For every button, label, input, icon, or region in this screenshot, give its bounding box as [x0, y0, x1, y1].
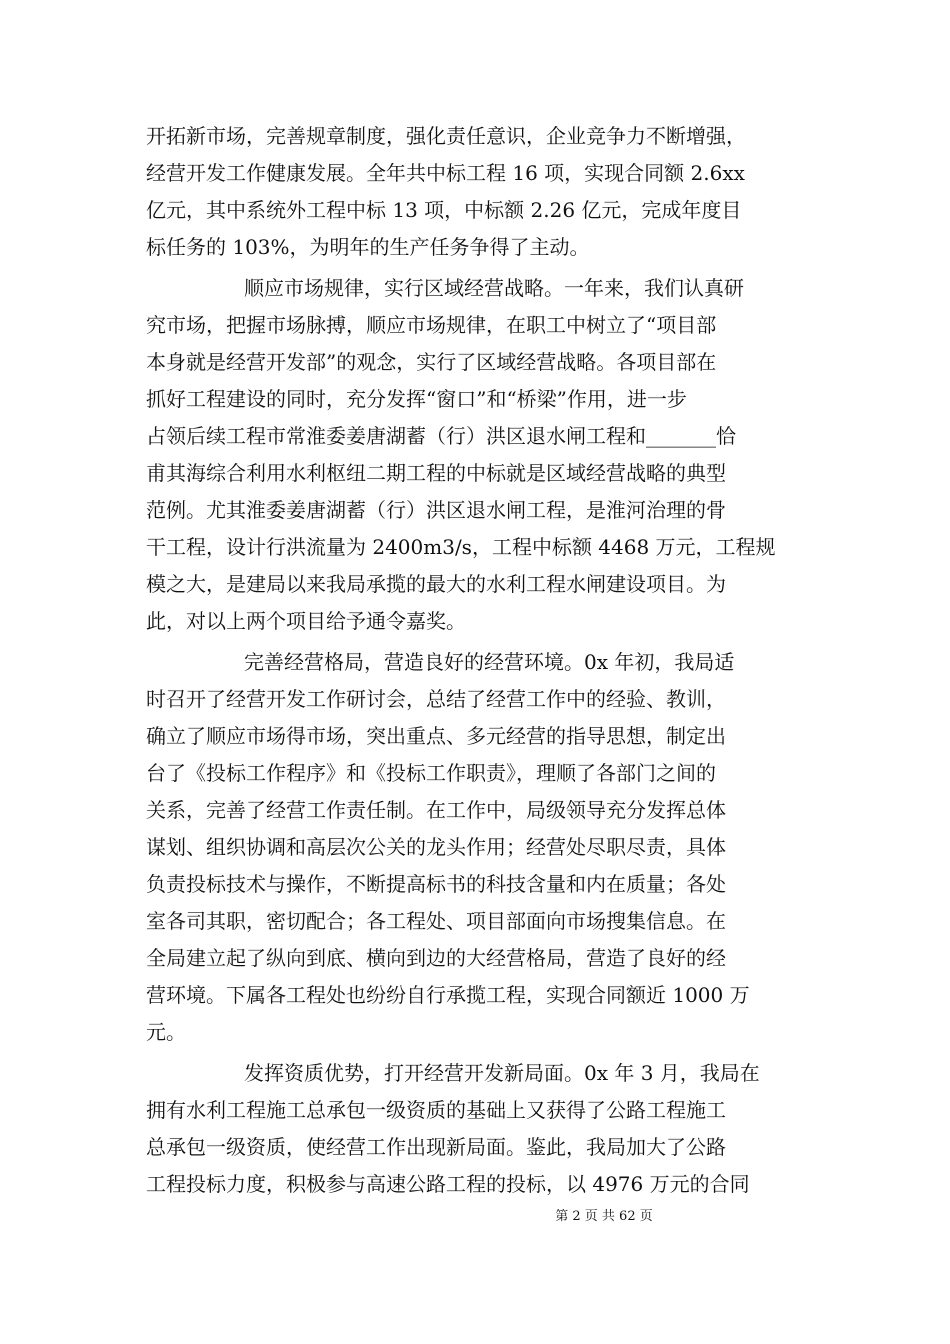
text-line: 谋划、组织协调和高层次公关的龙头作用；经营处尽职尽责，具体 — [146, 835, 726, 859]
text-line: 室各司其职，密切配合；各工程处、项目部面向市场搜集信息。在 — [146, 909, 726, 933]
text-line: 发挥资质优势，打开经营开发新局面。0x 年 3 月，我局在 — [244, 1061, 760, 1085]
text-line: 甫其海综合利用水利枢纽二期工程的中标就是区域经营战略的典型 — [146, 461, 726, 485]
text-line: 范例。尤其淮委姜唐湖蓄（行）洪区退水闸工程，是淮河治理的骨 — [146, 498, 726, 522]
text-line: 关系，完善了经营工作责任制。在工作中，局级领导充分发挥总体 — [146, 798, 726, 822]
text-line: 台了《投标工作程序》和《投标工作职责》，理顺了各部门之间的 — [146, 761, 716, 785]
text-line: 总承包一级资质，使经营工作出现新局面。鉴此，我局加大了公路 — [146, 1135, 726, 1159]
text-line: 抓好工程建设的同时，充分发挥“窗口”和“桥梁”作用，进一步 — [146, 387, 687, 411]
text-line: 此，对以上两个项目给予通令嘉奖。 — [146, 609, 466, 633]
text-line: 究市场，把握市场脉搏，顺应市场规律，在职工中树立了“项目部 — [146, 313, 717, 337]
text-line: 开拓新市场，完善规章制度，强化责任意识，企业竞争力不断增强， — [146, 124, 746, 148]
text-line: 占领后续工程市常淮委姜唐湖蓄（行）洪区退水闸工程和_______恰 — [146, 424, 736, 448]
text-line: 元。 — [146, 1020, 186, 1044]
text-line: 模之大，是建局以来我局承揽的最大的水利工程水闸建设项目。为 — [146, 572, 726, 596]
text-line: 全局建立起了纵向到底、横向到边的大经营格局，营造了良好的经 — [146, 946, 726, 970]
text-line: 标任务的 103%，为明年的生产任务争得了主动。 — [146, 235, 590, 259]
paragraph-1 — [146, 118, 808, 266]
document-body — [146, 118, 808, 1203]
text-line: 工程投标力度，积极参与高速公路工程的投标，以 4976 万元的合同 — [146, 1172, 750, 1196]
page-number-footer: 第 2 页 共 62 页 — [555, 1209, 653, 1224]
text-line: 拥有水利工程施工总承包一级资质的基础上又获得了公路工程施工 — [146, 1098, 726, 1122]
text-line: 干工程，设计行洪流量为 2400m3/s，工程中标额 4468 万元，工程规 — [146, 535, 776, 559]
text-line: 时召开了经营开发工作研讨会，总结了经营工作中的经验、教训， — [146, 687, 726, 711]
text-line: 经营开发工作健康发展。全年共中标工程 16 项，实现合同额 2.6xx — [146, 161, 745, 185]
text-line: 顺应市场规律，实行区域经营战略。一年来，我们认真研 — [244, 276, 744, 300]
paragraph-3 — [146, 644, 808, 1051]
text-line: 营环境。下属各工程处也纷纷自行承揽工程，实现合同额近 1000 万 — [146, 983, 750, 1007]
text-line: 本身就是经营开发部”的观念，实行了区域经营战略。各项目部在 — [146, 350, 717, 374]
paragraph-2 — [146, 270, 808, 640]
paragraph-4 — [146, 1055, 808, 1203]
text-line: 亿元，其中系统外工程中标 13 项，中标额 2.26 亿元，完成年度目 — [146, 198, 742, 222]
text-line: 负责投标技术与操作，不断提高标书的科技含量和内在质量；各处 — [146, 872, 726, 896]
text-line: 完善经营格局，营造良好的经营环境。0x 年初，我局适 — [244, 650, 735, 674]
text-line: 确立了顺应市场得市场，突出重点、多元经营的指导思想，制定出 — [146, 724, 726, 748]
